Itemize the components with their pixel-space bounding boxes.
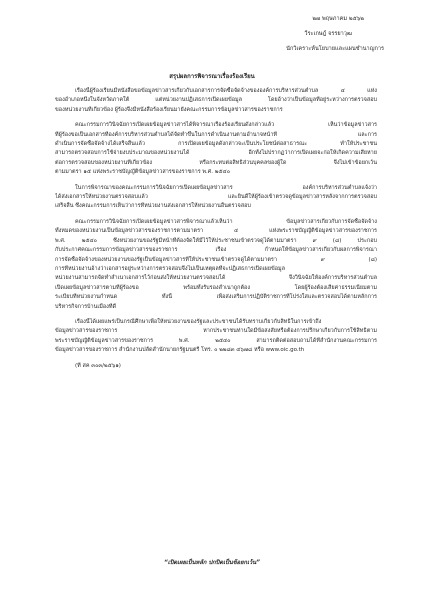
- paragraph: [55, 218, 377, 312]
- paragraph-line: ในการพิจารณาของคณะกรรมการวินิจฉัยการเปิดเผยข้อมูลข่าวสาร องค์การบริหารส่วนตำบลแจ้งว่า: [75, 184, 377, 191]
- paragraph-line: เสร็จสิ้น ซึ่งคณะกรรมการเห็นว่าการที่หน่วยงานส่งเอกสารให้หน่วยงานอื่นตรวจสอบ: [55, 203, 251, 210]
- paragraph-line: ต่อการตรวจสอบของหน่วยงานที่เกี่ยวข้อง หรือกระทบต่อสิทธิส่วนบุคคลของผู้ใด จึงไม่เข้าข้อยกเว้น: [55, 159, 377, 166]
- document-title: สรุปผลการพิจารณาเรื่องร้องเรียน: [169, 73, 255, 80]
- paragraph-line: กับประกาศคณะกรรมการข้อมูลข่าวสารของราชการ เรื่อง กำหนดให้ข้อมูลข่าวสารเกี่ยวกับผลการพิจารณา: [55, 247, 377, 254]
- paragraph-line: หน่วยงานสามารถจัดทำสำเนาเอกสารไว้ก่อนส่งให้หน่วยงานตรวจสอบได้ จึงวินิจฉัยให้องค์การบริหารส่วนตำบล: [55, 275, 377, 282]
- paragraph-line: เรื่องนี้ผู้ร้องเรียนมีหนังสือขอข้อมูลข่าวสารเกี่ยวกับเอกสารการจัดซื้อจัดจ้างขององค์การบริหารส่วนตำบล ๔ แห่ง: [75, 88, 377, 94]
- paragraph-line: ข้อมูลข่าวสารของราชการ สำนักงานปลัดสำนักนายกรัฐมนตรี โทร. ๐ ๒๒๘๓ ๔๖๗๘ หรือ www.oic.go.th: [55, 347, 305, 354]
- paragraph-line: ข้อมูลข่าวสารของราชการ หากประชาชนท่านใดมีข้อสงสัยหรือต้องการปรึกษาเกี่ยวกับการใช้สิทธิตาม: [55, 328, 377, 335]
- paragraph: [55, 362, 377, 371]
- paragraph-line: ของอำเภอหนึ่งในจังหวัดภาคใต้ แต่หน่วยงานปฏิเสธการเปิดเผยข้อมูล โดยอ้างว่าเป็นข้อมูลที่อยู่ระหว่างการตรวจสอบ: [55, 97, 377, 104]
- paragraph-line: เปิดเผยข้อมูลข่าวสารตามที่ผู้ร้องขอ พร้อมทั้งรับรองสำเนาถูกต้อง โดยผู้ร้องต้องเสียค่าธรรมเนียมตาม: [55, 284, 377, 291]
- paragraph-line: ทั้งหมดของหน่วยงานเป็นข้อมูลข่าวสารของราชการตามมาตรา ๔ แห่งพระราชบัญญัติข้อมูลข่าวสารของราชการ: [55, 228, 377, 235]
- paragraph-line: เรื่องนี้ได้เผยแพร่เป็นกรณีศึกษาเพื่อให้หน่วยงานของรัฐและประชาชนได้รับทราบเกี่ยวกับสิทธิในการเข้าถึง: [75, 318, 322, 325]
- paragraph: [55, 121, 377, 177]
- paragraph-line: พ.ศ. ๒๕๔๐ ซึ่งหน่วยงานของรัฐมีหน้าที่ต้องจัดให้มีไว้ให้ประชาชนเข้าตรวจดูได้ตามมาตรา ๙ (๘) ประกอบ: [55, 237, 377, 244]
- author-name: วีระเกษฎ์ จรรยาวุฒ: [304, 31, 352, 37]
- paragraph: [55, 184, 377, 212]
- paragraph: [55, 87, 377, 115]
- paragraph-line: ที่ผู้ร้องขอเป็นเอกสารที่องค์การบริหารส่วนตำบลได้จัดทำขึ้นในการดำเนินงานตามอำนาจหน้าที่ และการ: [55, 131, 377, 138]
- paragraph-line: ตามมาตรา ๑๕ แห่งพระราชบัญญัติข้อมูลข่าวสารของราชการ พ.ศ. ๒๕๔๐: [55, 169, 231, 176]
- document-date: ๒๗ พฤษภาคม ๒๕๖๒: [312, 16, 364, 22]
- paragraph-line: ระเบียบที่หน่วยงานกำหนด ทั้งนี้ เพื่อส่งเสริมการปฏิบัติราชการที่โปร่งใสและตรวจสอบได้ตามหลักการ: [55, 294, 377, 301]
- paragraph-line: สามารถตรวจสอบการใช้จ่ายงบประมาณของหน่วยงานได้ อีกทั้งไม่ปรากฏว่าการเปิดเผยจะก่อให้เกิดความเสียหาย: [55, 150, 377, 157]
- footer-slogan: “เปิดเผยเป็นหลัก ปกปิดเป็นข้อยกเว้น”: [164, 560, 260, 566]
- paragraph-line: บริหารกิจการบ้านเมืองที่ดี: [55, 303, 117, 310]
- author-position: นักวิเคราะห์นโยบายและแผนชำนาญการ: [286, 46, 384, 52]
- paragraph-line: การจัดซื้อจัดจ้างของหน่วยงานของรัฐเป็นข้อมูลข่าวสารที่ให้ประชาชนเข้าตรวจดูได้ตามมาตรา ๙ (๘): [55, 256, 377, 263]
- paragraph: [55, 318, 377, 356]
- paragraph-line: คณะกรรมการวินิจฉัยการเปิดเผยข้อมูลข่าวสารได้พิจารณาเรื่องร้องเรียนดังกล่าวแล้ว เห็นว่าข้อมูลข่าวสาร: [75, 122, 377, 129]
- paragraph-line: ได้ส่งเอกสารให้หน่วยงานตรวจสอบแล้ว และยินดีให้ผู้ร้องเข้าตรวจดูข้อมูลข่าวสารหลังจากการตรวจสอบ: [55, 194, 377, 201]
- paragraph-line: ของหน่วยงานที่เกี่ยวข้อง ผู้ร้องจึงมีหนังสือร้องเรียนมายังคณะกรรมการข้อมูลข่าวสารของราชการ: [55, 106, 283, 113]
- document-body: [55, 87, 377, 377]
- paragraph-line: คณะกรรมการวินิจฉัยการเปิดเผยข้อมูลข่าวสารพิจารณาแล้วเห็นว่า ข้อมูลข่าวสารเกี่ยวกับการจัดซื้อจัดจ้าง: [75, 218, 377, 225]
- paragraph-line: พระราชบัญญัติข้อมูลข่าวสารของราชการ พ.ศ. ๒๕๔๐ สามารถติดต่อสอบถามได้ที่สำนักงานคณะกรรมการ: [55, 337, 377, 344]
- paragraph-line: การที่หน่วยงานอ้างว่าเอกสารอยู่ระหว่างการตรวจสอบจึงไม่เป็นเหตุผลที่จะปฏิเสธการเปิดเผยข้อมูล: [55, 265, 286, 272]
- paragraph-line: (ที่ สค ๓๐๓/๒๕๖๑): [75, 362, 121, 369]
- paragraph-line: ดำเนินการจัดซื้อจัดจ้างได้เสร็จสิ้นแล้ว การเปิดเผยข้อมูลดังกล่าวจะเป็นประโยชน์ต่อสาธารณะ ทำให้ประชาชน: [55, 141, 377, 148]
